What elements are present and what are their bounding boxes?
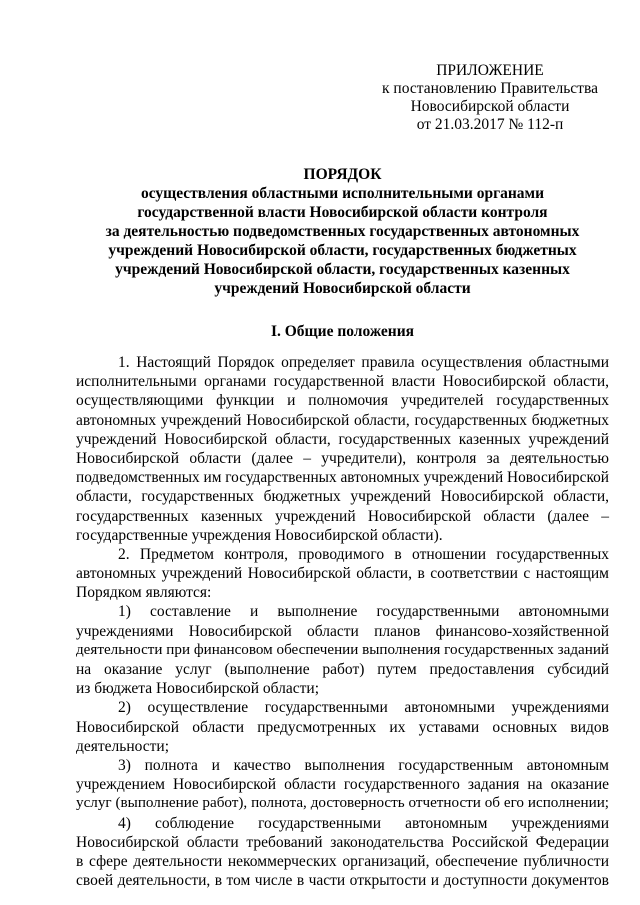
body-line: деятельности; (76, 737, 170, 755)
body-line: 2. Предметом контроля, проводимого в отношении государственных (118, 545, 609, 563)
appendix-date-line: от 21.03.2017 № 112-п (416, 116, 564, 133)
title-line: осуществления областными исполнительными органами (140, 185, 545, 202)
title-line: учреждений Новосибирской области, государственных бюджетных (108, 242, 577, 259)
body-line: государственные учреждения Новосибирской области). (76, 526, 443, 544)
document-body (76, 353, 609, 890)
body-line: государственных казенных учреждений Новосибирской области (далее – (76, 507, 609, 525)
body-line: деятельности при финансовом обеспечении выполнения государственных заданий (76, 641, 609, 658)
title-line: учреждений Новосибирской области (214, 280, 471, 297)
appendix-line: к постановлению Правительства (382, 80, 598, 97)
title-line: учреждений Новосибирской области, государственных казенных (115, 261, 570, 278)
body-line: автономных учреждений Новосибирской области, государственных бюджетных (76, 411, 609, 429)
body-line: 4) соблюдение государственными автономным учреждениями (118, 814, 609, 832)
title-line: ПОРЯДОК (303, 166, 382, 183)
document-title (60, 165, 625, 298)
body-line: учреждениями Новосибирской области планов финансово-хозяйственной (76, 622, 609, 640)
body-line: автономных учреждений Новосибирской области, в соответствии с настоящим (76, 565, 609, 583)
section-heading: I. Общие положения (270, 323, 415, 340)
body-line: подведомственных им государственных автономных учреждений Новосибирской (76, 469, 609, 487)
body-line: осуществляющими функции и полномочия учредителей государственных (76, 392, 609, 410)
body-line: услуг (выполнение работ), полнота, достоверность отчетности об его исполнении; (76, 795, 609, 812)
body-line: 1) составление и выполнение государственными автономными (118, 603, 609, 621)
body-line: в сфере деятельности некоммерческих организаций, обеспечение публичности (76, 852, 609, 870)
appendix-header (360, 62, 620, 134)
appendix-title: ПРИЛОЖЕНИЕ (436, 62, 544, 79)
body-line: 3) полнота и качество выполнения государственным автономным (118, 756, 609, 774)
body-line: исполнительными органами государственной власти Новосибирской области, (76, 373, 609, 391)
body-line: на оказание услуг (выполнение работ) путем предоставления субсидий (76, 661, 609, 678)
body-line: Новосибирской области предусмотренных их уставами основных видов (76, 718, 609, 736)
title-line: государственной власти Новосибирской области контроля (137, 204, 548, 221)
body-line: учреждением Новосибирской области государственного задания на оказание (76, 776, 609, 794)
body-line: своей деятельности, в том числе в части открытости и доступности документов (76, 872, 609, 890)
body-line: 1. Настоящий Порядок определяет правила осуществления областными (118, 354, 609, 371)
body-line: Порядком являются: (76, 584, 212, 602)
body-line: Новосибирской области (далее – учредители), контроля за деятельностью (76, 449, 609, 467)
appendix-line: Новосибирской области (410, 98, 570, 115)
body-line: из бюджета Новосибирской области; (76, 680, 320, 698)
title-line: за деятельностью подведомственных государственных автономных (105, 223, 580, 240)
body-line: области, государственных бюджетных учреждений Новосибирской области, (76, 488, 609, 506)
body-line: 2) осуществление государственными автономными учреждениями (118, 699, 609, 717)
body-line: учреждений Новосибирской области, государственных казенных учреждений (76, 430, 609, 448)
body-line: Новосибирской области требований законодательства Российской Федерации (76, 833, 609, 851)
